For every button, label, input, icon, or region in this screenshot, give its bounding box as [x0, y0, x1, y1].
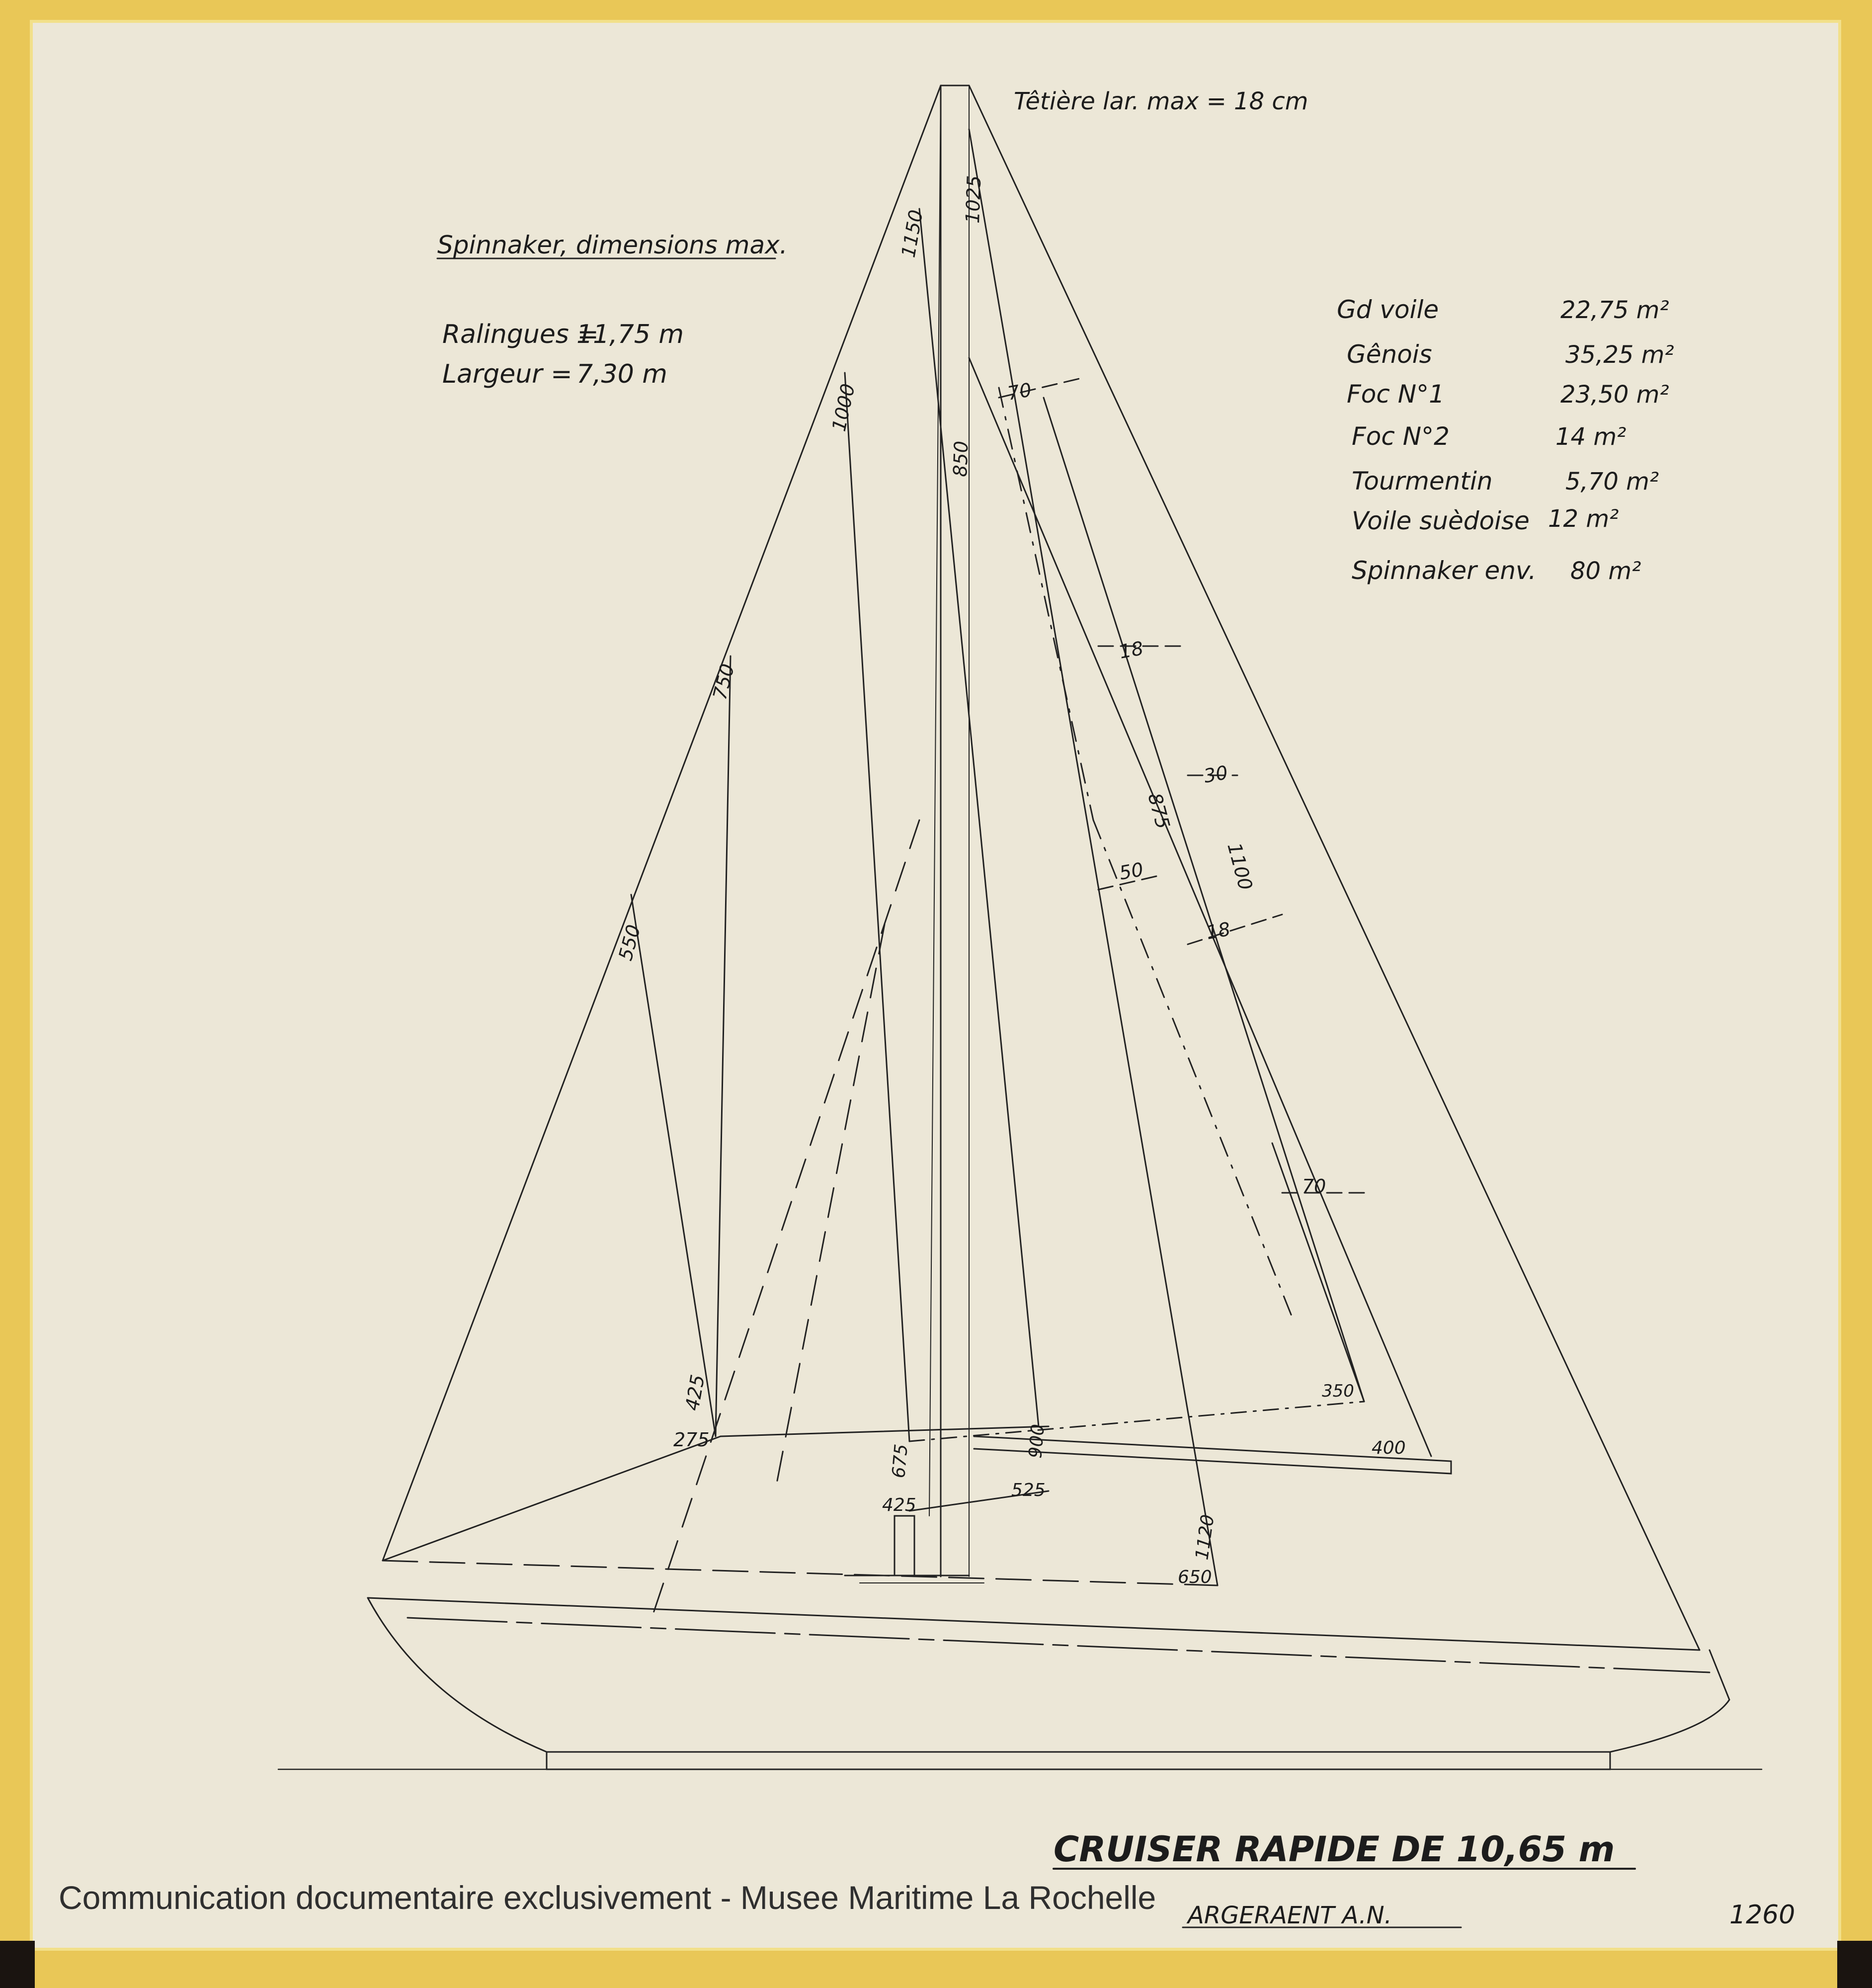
dim-850: 850: [949, 440, 973, 478]
spinnaker-luff: [383, 85, 941, 1561]
sail-area-6: 12 m²: [1548, 505, 1619, 533]
spinnaker-spec-label-1: Ralingues =: [442, 320, 599, 349]
spinnaker-foot: [383, 1436, 721, 1561]
header-note: Têtière lar. max = 18 cm: [1014, 87, 1308, 115]
spinnaker-spec-value-1: 11,75 m: [576, 320, 684, 349]
dim-1025: 1025: [962, 175, 985, 224]
dim-70a: 70: [1005, 379, 1034, 405]
dim-1000: 1000: [827, 382, 859, 433]
dim-900: 900: [1025, 1423, 1049, 1459]
dim-70b: 70: [1302, 1175, 1326, 1197]
dim-1100: 1100: [1223, 840, 1257, 893]
corner-clip-right: [1837, 1941, 1872, 1988]
dim-350: 350: [1322, 1381, 1354, 1401]
hull-sheer-inner: [407, 1618, 1709, 1672]
dim-875: 875: [1143, 790, 1174, 831]
spinnaker-spec-label-2: Largeur =: [442, 359, 572, 389]
sail-name-7: Spinnaker env.: [1352, 556, 1537, 585]
sail-area-3: 23,50 m²: [1560, 381, 1669, 409]
dim-400: 400: [1372, 1438, 1406, 1458]
dim-1150: 1150: [897, 208, 927, 259]
hull-body: [368, 1598, 1729, 1752]
sail-area-2: 35,25 m²: [1565, 341, 1674, 369]
sail-name-2: Gênois: [1347, 340, 1432, 369]
sail-area-4: 14 m²: [1555, 423, 1627, 451]
dim-675: 675: [889, 1443, 912, 1479]
sail-area-7: 80 m²: [1570, 557, 1641, 585]
corner-clip-left: [0, 1941, 35, 1988]
dim-50: 50: [1117, 858, 1145, 884]
dim-30: 30: [1202, 761, 1230, 787]
dim-550: 550: [614, 922, 645, 963]
dim-750: 750: [709, 662, 739, 702]
sail-name-4: Foc N°2: [1352, 422, 1450, 451]
dim-18b: 18: [1204, 918, 1232, 944]
dim-425a: 425: [681, 1373, 709, 1412]
designer-name: ARGERAENT A.N.: [1188, 1902, 1392, 1929]
sail-name-6: Voile suèdoise: [1352, 506, 1530, 535]
dim-525: 525: [1011, 1480, 1046, 1500]
sail-name-3: Foc N°1: [1347, 380, 1445, 409]
sail-area-5: 5,70 m²: [1565, 468, 1659, 496]
sail-areas-table: [1337, 295, 1674, 585]
spinnaker-heading: Spinnaker, dimensions max.: [437, 231, 788, 259]
watermark-text: Communication documentaire exclusivement - Musee Maritime La Rochelle: [59, 1879, 1156, 1916]
spinnaker-spec-value-2: 7,30 m: [576, 359, 667, 389]
dim-1120: 1120: [1192, 1513, 1219, 1562]
dim-275: 275: [673, 1429, 710, 1451]
sail-name-1: Gd voile: [1337, 295, 1439, 324]
dim-650: 650: [1178, 1567, 1212, 1587]
dim-18a: 18: [1117, 637, 1145, 663]
sail-area-1: 22,75 m²: [1560, 296, 1669, 324]
plan-number: 1260: [1729, 1900, 1795, 1930]
plan-title: CRUISER RAPIDE DE 10,65 m: [1054, 1829, 1615, 1870]
dim-425b: 425: [882, 1495, 916, 1515]
sail-name-5: Tourmentin: [1352, 467, 1493, 496]
